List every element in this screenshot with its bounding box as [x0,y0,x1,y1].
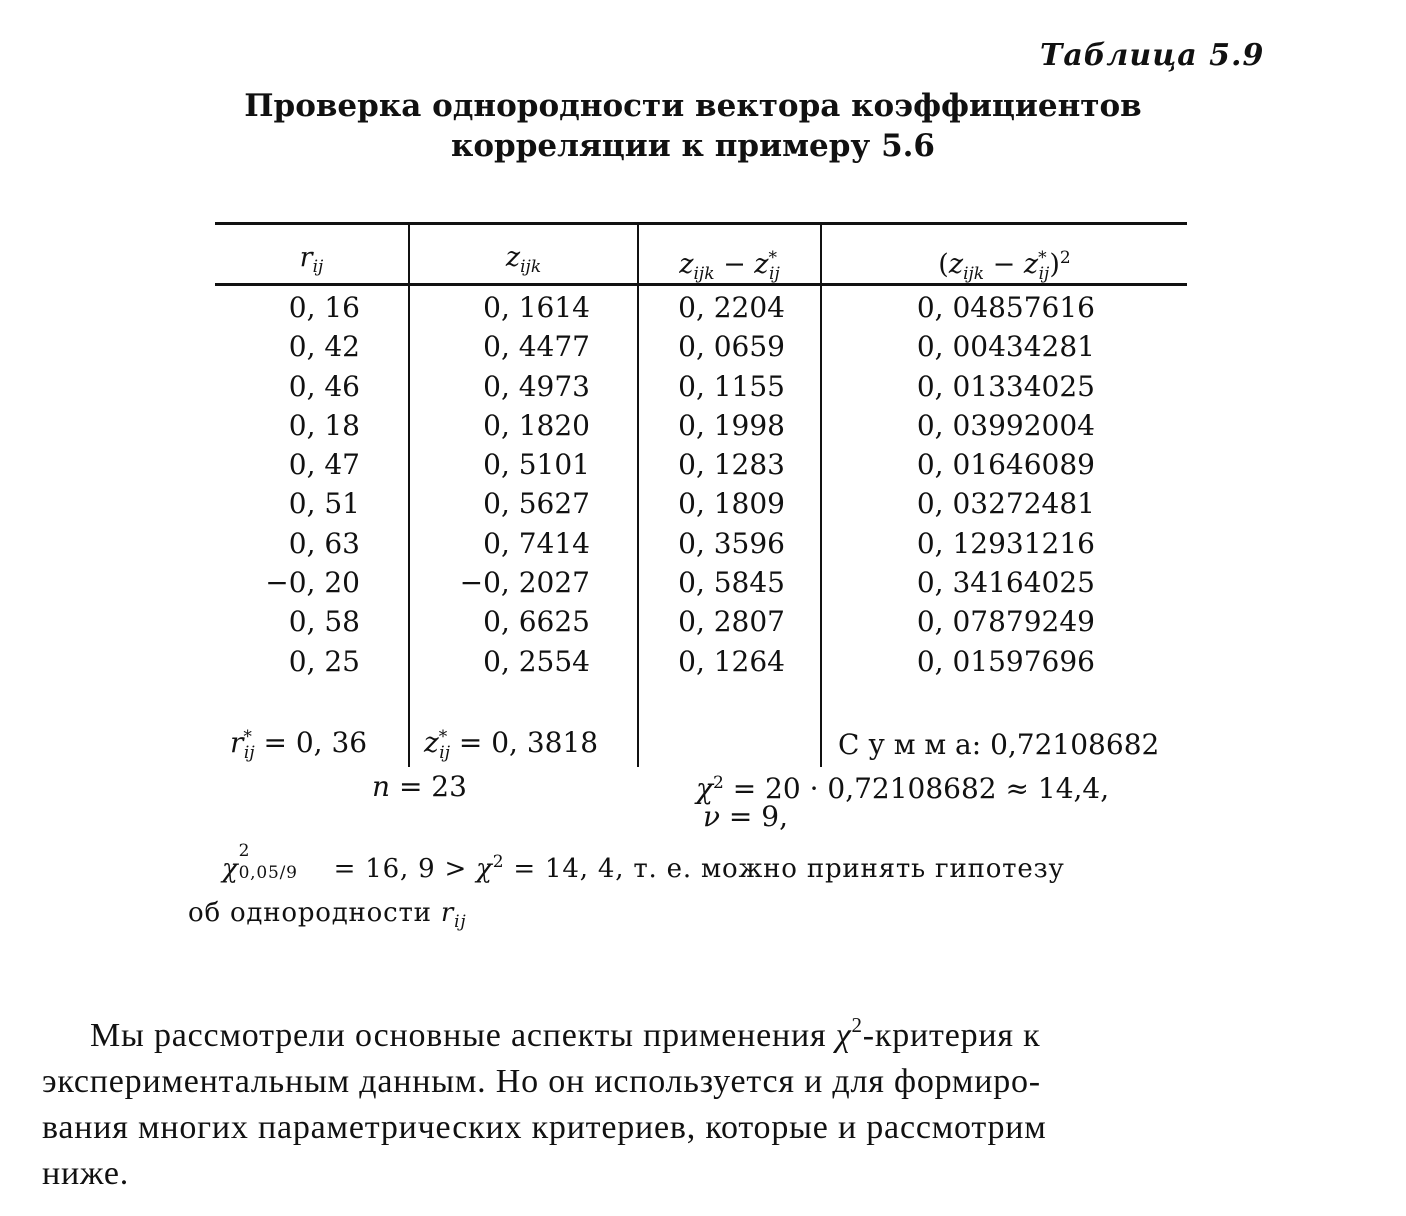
paragraph-line-1: Мы рассмотрели основные аспекты применения $\chi^2$-критерия к [90,1013,1041,1054]
table-cell: 0, 03272481 [916,487,1095,521]
table-cell: 0, 25 [288,644,360,678]
column-divider-1 [408,222,410,767]
table-cell: 0, 51 [288,487,360,521]
table-cell: 0, 01334025 [916,369,1095,403]
table-cell: 0, 46 [288,369,360,403]
table-cell: 0, 18 [288,408,360,442]
table-cell: 0, 2807 [678,605,785,639]
table-cell: 0, 04857616 [916,291,1095,324]
paragraph-line-2: экспериментальным данным. Но он используется и для формиро- [42,1063,1041,1100]
table-cell: 0, 1998 [678,408,785,442]
table-cell: 0, 5627 [483,487,590,521]
conclusion-line-2: об однородности $r_{ij}$ [188,898,467,932]
table-cell: 0, 63 [288,526,360,560]
paragraph-line-4: ниже. [42,1155,130,1192]
table-cell: 0, 2554 [483,644,590,678]
table-cell: 0, 3596 [678,526,785,560]
table-cell: 0, 12931216 [916,526,1095,560]
table-cell: 0, 34164025 [916,566,1095,600]
header-z-ijk: $z_{ijk}$ [505,242,542,277]
header-difference-squared: $(z_{ijk} - z^*_{ij})^2$ [938,248,1071,284]
sum-value: С у м м а: 0,72108682 [838,728,1160,761]
table-cell: 0, 1809 [678,487,785,521]
column-r-ij [230,288,360,681]
table-cell: 0, 42 [288,330,360,364]
column-difference [640,288,785,681]
table-cell: 0, 5845 [678,566,785,600]
table-cell: −0, 2027 [459,566,590,600]
table-cell: 0, 1820 [483,408,590,442]
table-cell: 0, 7414 [483,526,590,560]
table-cell: 0, 16 [288,291,360,324]
table-cell: 0, 1155 [678,369,785,403]
conclusion-line-1: χ 2 0,05/9 = 16, $9 > \chi^2 = 14$, 4, т. е. можно принять гипотезу [222,841,1065,884]
paragraph-line-3: вания многих параметрических критериев, которые и рассмотрим [42,1109,1047,1146]
z-star-mean: $z^*_{ij} = 0$, 3818 [424,726,599,763]
table-cell: 0, 4477 [483,330,590,364]
table-cell: 0, 4973 [483,369,590,403]
degrees-of-freedom: ν = 9, [703,800,789,833]
table-cell: 0, 2204 [678,291,785,324]
header-r-ij: $r_{ij}$ [299,242,324,277]
body-paragraph [42,1002,1367,1197]
header-difference: $z_{ijk} - z^*_{ij}$ [679,248,780,284]
table-title-line-2: корреляции к примеру 5.6 [450,128,935,164]
sample-size: n = 23 [372,770,467,803]
table-cell: 0, 1283 [678,448,785,482]
table-cell: 0, 01597696 [916,644,1095,678]
table-cell: −0, 20 [265,566,360,600]
chi-square-statistic: $\chi^2 = 20 \cdot 0,72108682 \approx 14,4$, [696,772,1110,805]
table-top-rule [215,222,1187,225]
table-cell: 0, 58 [288,605,360,639]
table-cell: 0, 07879249 [916,605,1095,639]
table-label: Таблица 5.9 [1040,38,1265,73]
table-cell: 0, 03992004 [916,408,1095,442]
table-title-line-1: Проверка однородности вектора коэффициентов [244,88,1142,124]
table-cell: 0, 01646089 [916,448,1095,482]
table-cell: 0, 47 [288,448,360,482]
column-difference-squared [860,288,1095,681]
table-cell: 0, 00434281 [916,330,1095,364]
table-cell: 0, 6625 [483,605,590,639]
column-divider-2 [637,222,639,767]
column-z-ijk [420,288,590,681]
table-cell: 0, 1264 [678,644,785,678]
table-cell: 0, 5101 [483,448,590,482]
table-cell: 0, 0659 [678,330,785,364]
r-star-mean: $r^*_{ij} = 0$, 36 [230,726,368,763]
table-cell: 0, 1614 [483,291,590,324]
column-divider-3 [820,222,822,767]
